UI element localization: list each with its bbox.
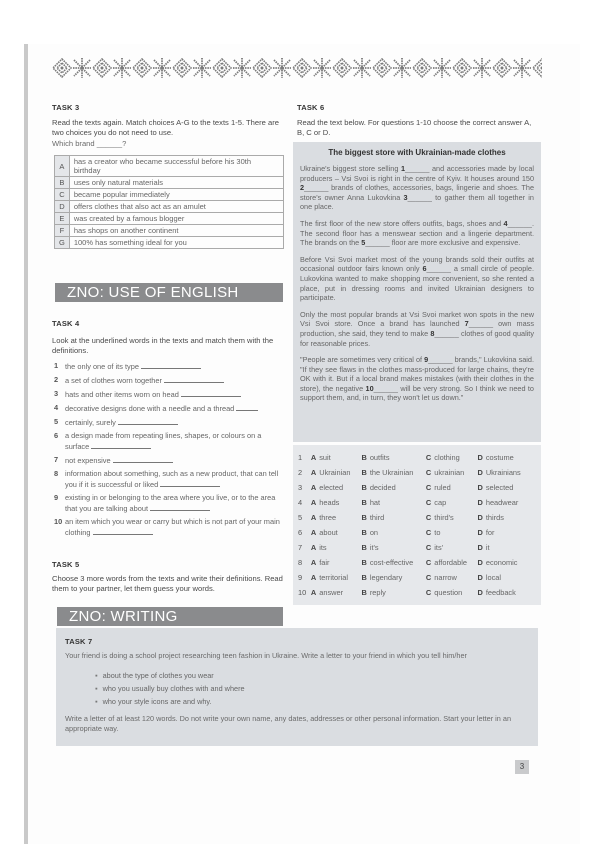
option-letter: C — [425, 483, 432, 492]
definition-number: 4 — [54, 403, 59, 412]
choice-letter: G — [55, 237, 70, 249]
choice-text: has a creator who became successful before his 30th birthday — [69, 156, 283, 177]
option-d[interactable] — [477, 480, 536, 495]
gap-number: 7 — [464, 319, 469, 329]
task7-intro: Your friend is doing a school project researching teen fashion in Ukraine. Write a letter to your friend in which you tell him/her — [65, 651, 467, 660]
option-c[interactable] — [426, 585, 478, 600]
option-text: costume — [485, 453, 514, 462]
definition-item — [54, 361, 284, 372]
option-b[interactable] — [361, 450, 425, 465]
option-text: local — [485, 573, 502, 582]
option-text: it's — [369, 543, 379, 552]
option-letter: D — [477, 453, 483, 462]
option-text: ruled — [434, 483, 451, 492]
option-text: cost-effective — [369, 558, 414, 567]
option-letter: B — [361, 573, 367, 582]
article-title: The biggest store with Ukrainian-made clothes — [328, 148, 506, 157]
option-a[interactable] — [311, 495, 362, 510]
definition-item — [54, 375, 284, 386]
option-text: third — [369, 513, 385, 522]
definition-item — [54, 517, 284, 538]
option-d[interactable] — [477, 465, 536, 480]
option-text: its' — [434, 543, 444, 552]
definition-text: the only one of its type — [65, 362, 139, 371]
option-text: decided — [369, 483, 396, 492]
option-text: three — [319, 513, 337, 522]
task3-heading: TASK 3 — [52, 103, 80, 112]
option-text: cap — [434, 498, 447, 507]
ornament-border — [52, 57, 542, 79]
option-letter: A — [310, 588, 317, 597]
definition-number: 7 — [54, 455, 59, 464]
option-letter: B — [361, 558, 367, 567]
option-letter: A — [310, 528, 317, 537]
option-a[interactable] — [311, 510, 362, 525]
option-a[interactable] — [311, 480, 362, 495]
article-paragraph — [300, 219, 534, 248]
option-letter: A — [310, 483, 317, 492]
question-number: 8 — [298, 558, 303, 567]
option-text: question — [434, 588, 463, 597]
option-letter: D — [477, 588, 483, 597]
option-letter: A — [310, 468, 317, 477]
paragraph-text: ______ clothes of good quality for reasonable prices. — [300, 328, 534, 348]
option-row — [298, 495, 536, 510]
option-letter: B — [361, 468, 367, 477]
option-c[interactable] — [426, 450, 478, 465]
paragraph-text: The first floor of the new store offers outfits, bags, shoes and — [300, 218, 504, 228]
option-letter: A — [310, 543, 317, 552]
option-d[interactable] — [477, 510, 536, 525]
definition-number: 8 — [54, 469, 59, 478]
option-row — [298, 570, 536, 585]
article-paragraph — [300, 355, 534, 403]
task6-instructions: Read the text below. For questions 1-10 choose the correct answer A, B, C or D. — [297, 118, 532, 137]
choice-row — [55, 156, 284, 177]
option-letter: B — [361, 483, 367, 492]
option-text: answer — [319, 588, 344, 597]
paragraph-text: ______. The second floor has a menswear section and a lingerie department. The brands on the — [300, 218, 534, 248]
article-paragraph — [300, 164, 534, 212]
option-row — [298, 465, 536, 480]
task5-heading: TASK 5 — [52, 560, 80, 569]
option-c[interactable] — [426, 495, 478, 510]
definition-item — [54, 431, 284, 452]
option-text: the Ukrainian — [369, 468, 414, 477]
option-b[interactable] — [361, 525, 425, 540]
paragraph-text: Only the most popular brands at Vsi Svoi market won spots in the new Vsi Svoi store. Once a brand has launched — [300, 309, 534, 329]
definition-item — [54, 455, 284, 466]
option-text: feedback — [485, 588, 516, 597]
option-d[interactable] — [477, 450, 536, 465]
option-letter: C — [425, 588, 432, 597]
task3-instructions: Read the texts again. Match choices A-G to the texts 1-5. There are two choices you do not need to use. — [52, 118, 279, 137]
option-b[interactable] — [361, 465, 425, 480]
task6-article — [293, 142, 541, 442]
choice-text: has shops on another continent — [69, 225, 283, 237]
option-b[interactable] — [361, 570, 425, 585]
definition-text: existing in or belonging to the area where you live, or to the area that you are talking about — [65, 493, 276, 513]
option-text: Ukrainians — [485, 468, 521, 477]
option-a[interactable] — [311, 450, 362, 465]
definition-text: not expensive — [65, 456, 111, 465]
definition-number: 5 — [54, 417, 59, 426]
choice-letter: E — [55, 213, 70, 225]
bullet-item: ▪ who your style icons are and why. — [95, 695, 529, 708]
paragraph-text: Ukraine's biggest store selling — [300, 164, 401, 173]
task4-heading: TASK 4 — [52, 319, 80, 328]
task7-closing: Write a letter of at least 120 words. Do not write your own name, any dates, addresses or other personal information. Start your letter in an appropriate way. — [65, 714, 512, 733]
choice-row — [55, 201, 284, 213]
option-text: heads — [319, 498, 340, 507]
choice-letter: A — [55, 156, 70, 177]
choice-row — [55, 189, 284, 201]
option-c[interactable] — [426, 540, 478, 555]
bullet-item: ▪ about the type of clothes you wear — [95, 669, 529, 682]
option-row — [298, 525, 536, 540]
definition-number: 1 — [54, 361, 59, 370]
option-text: legendary — [369, 573, 403, 582]
option-row — [298, 480, 536, 495]
option-text: third's — [434, 513, 454, 522]
answer-blank[interactable] — [160, 479, 220, 487]
task3-choices-table — [54, 155, 284, 249]
section-header-writing: ZNO: WRITING — [57, 607, 283, 626]
section-header-use-of-english: ZNO: USE OF ENGLISH — [55, 283, 283, 302]
option-c[interactable] — [426, 570, 478, 585]
option-row — [298, 585, 536, 600]
option-letter: C — [425, 453, 432, 462]
option-text: ukrainian — [434, 468, 465, 477]
option-letter: A — [310, 558, 317, 567]
option-c[interactable] — [426, 525, 478, 540]
option-a[interactable] — [311, 540, 362, 555]
task6-answer-options — [293, 445, 541, 605]
option-letter: B — [361, 498, 367, 507]
option-letter: B — [361, 528, 367, 537]
choice-letter: B — [55, 177, 70, 189]
question-number: 2 — [298, 468, 303, 477]
gap-number: 8 — [430, 328, 435, 338]
paragraph-text: ______ brands," Lukovkina said. "If they see flaws in the clothes mass-produced for large chains, they're OK with it. But if a local brand makes mistakes (with their clothes in the store), the negative — [300, 355, 534, 393]
question-number: 10 — [298, 588, 307, 597]
paragraph-text: ______ own mass production, she said, they tend to make — [300, 319, 534, 338]
answer-blank[interactable] — [93, 527, 153, 535]
option-letter: A — [310, 513, 317, 522]
option-text: thirds — [485, 513, 504, 522]
definition-text: a set of clothes worn together — [65, 376, 162, 385]
article-paragraph — [300, 255, 534, 303]
task7-heading: TASK 7 — [65, 637, 93, 646]
question-number: 5 — [298, 513, 303, 522]
definition-item — [54, 389, 284, 400]
option-letter: B — [361, 453, 367, 462]
option-letter: B — [361, 588, 367, 597]
option-letter: C — [425, 528, 432, 537]
question-number: 3 — [298, 483, 303, 492]
answer-blank[interactable] — [236, 403, 258, 411]
choice-text: offers clothes that also act as an amulet — [69, 201, 283, 213]
option-a[interactable] — [311, 585, 362, 600]
question-number: 6 — [298, 528, 303, 537]
gap-number: 4 — [503, 218, 508, 228]
task5-instructions: Choose 3 more words from the texts and write their definitions. Read them to your partner, let them guess your words. — [52, 574, 283, 593]
choice-letter: C — [55, 189, 70, 201]
option-c[interactable] — [426, 555, 478, 570]
option-text: affordable — [434, 558, 468, 567]
option-letter: D — [477, 558, 483, 567]
option-letter: B — [361, 513, 367, 522]
option-text: headwear — [485, 498, 519, 507]
choice-row — [55, 213, 284, 225]
option-letter: C — [425, 573, 432, 582]
gap-number: 3 — [403, 192, 408, 202]
option-row — [298, 555, 536, 570]
option-letter: A — [310, 498, 317, 507]
option-letter: D — [477, 468, 483, 477]
option-letter: C — [425, 498, 432, 507]
choice-text: uses only natural materials — [69, 177, 283, 189]
gap-number: 9 — [424, 355, 429, 365]
paragraph-text: ______ to gather them all together in one place. — [300, 192, 534, 212]
task7-bullet-list — [95, 669, 529, 708]
definition-number: 9 — [54, 493, 59, 502]
option-d[interactable] — [477, 570, 536, 585]
answer-blank[interactable] — [141, 361, 201, 369]
paragraph-text: ______ will be very strong. So I think we need to support them, and, in turn, they won't let us down." — [300, 383, 534, 403]
choice-text: 100% has something ideal for you — [69, 237, 283, 249]
paragraph-text: ______ floor are more exclusive and expensive. — [365, 238, 521, 248]
option-c[interactable] — [426, 465, 478, 480]
paragraph-text: ______ and accessories made by local producers – Vsi Svoi is right in the centre of Kyiv. It houses around 150 — [300, 164, 535, 183]
definition-item — [54, 493, 284, 514]
definition-number: 2 — [54, 375, 59, 384]
choice-row — [55, 177, 284, 189]
answer-blank[interactable] — [113, 455, 173, 463]
option-letter: A — [310, 453, 317, 462]
option-a[interactable] — [311, 465, 362, 480]
option-letter: D — [477, 528, 483, 537]
option-text: its — [319, 543, 327, 552]
answer-blank[interactable] — [91, 441, 151, 449]
answer-blank[interactable] — [164, 375, 224, 383]
option-text: for — [485, 528, 495, 537]
question-number: 7 — [298, 543, 303, 552]
option-letter: D — [477, 573, 483, 582]
answer-blank[interactable] — [118, 417, 178, 425]
option-d[interactable] — [477, 495, 536, 510]
option-row — [298, 450, 536, 465]
definition-number: 6 — [54, 431, 59, 440]
option-text: about — [319, 528, 338, 537]
option-letter: C — [425, 558, 432, 567]
option-text: outfits — [369, 453, 390, 462]
answer-blank[interactable] — [181, 389, 241, 397]
option-letter: D — [477, 543, 483, 552]
task4-instructions: Look at the underlined words in the texts and match them with the definitions. — [52, 336, 274, 355]
definition-item — [54, 469, 284, 490]
paragraph-text: "People are sometimes very critical of — [300, 355, 425, 365]
choice-text: became popular immediately — [69, 189, 283, 201]
option-text: elected — [319, 483, 344, 492]
option-text: reply — [369, 588, 386, 597]
option-row — [298, 540, 536, 555]
option-d[interactable] — [477, 540, 536, 555]
option-text: Ukrainian — [319, 468, 351, 477]
definition-text: a design made from repeating lines, shapes, or colours on a surface — [65, 431, 262, 451]
option-c[interactable] — [426, 510, 478, 525]
option-b[interactable] — [361, 480, 425, 495]
option-text: it — [485, 543, 490, 552]
gap-number: 6 — [422, 264, 427, 274]
option-d[interactable] — [477, 555, 536, 570]
option-text: on — [369, 528, 379, 537]
option-row — [298, 510, 536, 525]
definition-text: decorative designs done with a needle and a thread — [65, 404, 235, 413]
option-letter: D — [477, 513, 483, 522]
definition-text: certainly, surely — [65, 418, 116, 427]
definition-text: an item which you wear or carry but which is not part of your main clothing — [65, 517, 280, 537]
gap-number: 5 — [361, 238, 366, 248]
question-number: 9 — [298, 573, 303, 582]
option-text: hat — [369, 498, 381, 507]
choice-text: was created by a famous blogger — [69, 213, 283, 225]
option-text: territorial — [319, 573, 348, 582]
option-b[interactable] — [361, 585, 425, 600]
gap-number: 2 — [300, 183, 305, 193]
paragraph-text: ______ a small circle of people. Lukovkina wanted to make shopping more convenient, so she rented a place, put in dressing rooms and invited Ukrainian designers to participate. — [300, 264, 534, 303]
option-letter: D — [477, 498, 483, 507]
gap-number: 10 — [365, 383, 374, 393]
option-letter: B — [361, 543, 367, 552]
option-text: economic — [485, 558, 518, 567]
paragraph-text: ______ brands of clothes, accessories, bags, lingerie and shoes. The store's owner Anna Lukovkina — [300, 183, 534, 202]
option-d[interactable] — [477, 585, 536, 600]
option-letter: C — [425, 543, 432, 552]
option-text: suit — [319, 453, 331, 462]
question-number: 1 — [298, 453, 303, 462]
option-b[interactable] — [361, 540, 425, 555]
gap-number: 1 — [400, 164, 406, 173]
option-a[interactable] — [311, 555, 362, 570]
task4-definitions-list — [54, 361, 284, 541]
definition-item — [54, 417, 284, 428]
option-a[interactable] — [311, 570, 362, 585]
paragraph-text: Before Vsi Svoi market most of the young brands sold their outfits at occasional outdoor fairs known only — [300, 254, 534, 274]
option-letter: D — [477, 483, 483, 492]
choice-letter: D — [55, 201, 70, 213]
definition-item — [54, 403, 284, 414]
option-text: fair — [319, 558, 330, 567]
page-number: 3 — [515, 760, 529, 774]
option-letter: C — [425, 468, 432, 477]
option-letter: A — [310, 573, 317, 582]
option-text: selected — [485, 483, 514, 492]
option-text: narrow — [434, 573, 457, 582]
definition-number: 3 — [54, 389, 59, 398]
option-c[interactable] — [426, 480, 478, 495]
article-paragraph — [300, 310, 534, 348]
question-number: 4 — [298, 498, 303, 507]
bullet-item: ▪ who you usually buy clothes with and where — [95, 682, 529, 695]
option-text: to — [434, 528, 441, 537]
option-d[interactable] — [477, 525, 536, 540]
task3-prompt: Which brand ______? — [52, 139, 127, 148]
option-b[interactable] — [361, 555, 425, 570]
choice-row — [55, 237, 284, 249]
option-text: clothing — [434, 453, 460, 462]
answer-blank[interactable] — [150, 503, 210, 511]
choice-row — [55, 225, 284, 237]
choice-letter: F — [55, 225, 70, 237]
option-b[interactable] — [361, 510, 425, 525]
option-a[interactable] — [311, 525, 362, 540]
option-b[interactable] — [361, 495, 425, 510]
definition-number: 10 — [54, 517, 63, 526]
task7-box — [56, 628, 538, 746]
option-letter: C — [425, 513, 432, 522]
definition-text: hats and other items worn on head — [65, 390, 179, 399]
task6-heading: TASK 6 — [297, 103, 325, 112]
definition-text: information about something, such as a new product, that can tell you if it is successful or liked — [65, 469, 279, 489]
